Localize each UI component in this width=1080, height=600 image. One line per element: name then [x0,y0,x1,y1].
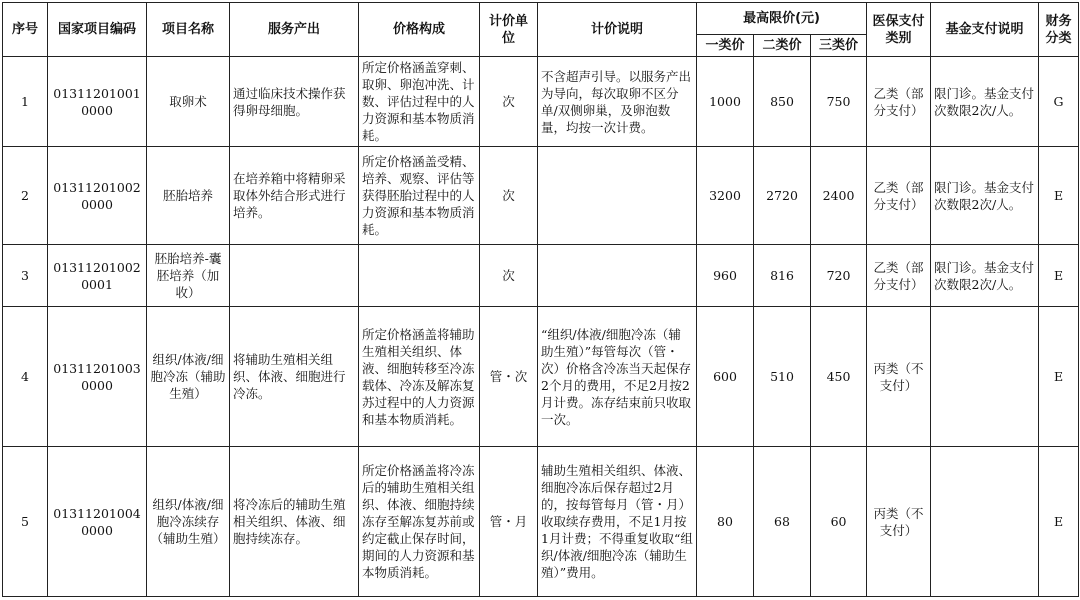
cell-unit: 次 [480,147,538,245]
cell-name: 胚胎培养 [147,147,230,245]
cell-price-tier-3: 720 [811,245,867,307]
cell-output [230,245,359,307]
cell-description: “组织/体液/细胞冷冻（辅助生殖）”每管每次（管・次）价格含冷冻当天起保存2个月的费用，不足2月按2月计费。冻存结束前只收取一次。 [538,307,697,447]
cell-seq: 2 [3,147,48,245]
header-price-tier-3: 三类价 [811,35,867,57]
cell-price-composition: 所定价格涵盖受精、培养、观察、评估等获得胚胎过程中的人力资源和基本物质消耗。 [359,147,480,245]
cell-description [538,147,697,245]
cell-description [538,245,697,307]
cell-output: 在培养箱中将精卵采取体外结合形式进行培养。 [230,147,359,245]
header-price-composition: 价格构成 [359,3,480,57]
cell-description: 不含超声引导。以服务产出为导向，每次取卵不区分单/双侧卵巢，及卵泡数量，均按一次计费。 [538,57,697,147]
cell-output: 将冷冻后的辅助生殖相关组织、体液、细胞持续冻存。 [230,447,359,597]
header-name: 项目名称 [147,3,230,57]
cell-price-tier-1: 80 [697,447,754,597]
cell-price-tier-1: 960 [697,245,754,307]
cell-price-composition: 所定价格涵盖将辅助生殖相关组织、体液、细胞转移至冷冻载体、冷冻及解冻复苏过程中的人力资源和基本物质消耗。 [359,307,480,447]
cell-seq: 5 [3,447,48,597]
cell-unit: 次 [480,245,538,307]
table-row [3,147,1079,245]
cell-code: 013112010010000 [48,57,147,147]
cell-insurance: 乙类（部分支付） [867,245,931,307]
cell-finance: E [1039,447,1079,597]
cell-insurance: 乙类（部分支付） [867,147,931,245]
cell-unit: 次 [480,57,538,147]
cell-fund: 限门诊。基金支付次数限2次/人。 [931,245,1039,307]
cell-insurance: 丙类（不支付） [867,307,931,447]
cell-name: 组织/体液/细胞冷冻（辅助生殖） [147,307,230,447]
cell-price-composition [359,245,480,307]
cell-unit: 管・次 [480,307,538,447]
header-description: 计价说明 [538,3,697,57]
cell-price-tier-3: 60 [811,447,867,597]
cell-seq: 3 [3,245,48,307]
cell-price-tier-2: 850 [754,57,811,147]
header-finance: 财务分类 [1039,3,1079,57]
cell-price-composition: 所定价格涵盖穿刺、取卵、卵泡冲洗、计数、评估过程中的人力资源和基本物质消耗。 [359,57,480,147]
cell-code: 013112010040000 [48,447,147,597]
table-row [3,245,1079,307]
cell-price-tier-1: 1000 [697,57,754,147]
cell-fund: 限门诊。基金支付次数限2次/人。 [931,147,1039,245]
header-unit: 计价单位 [480,3,538,57]
cell-seq: 4 [3,307,48,447]
table-row [3,447,1079,597]
cell-output: 通过临床技术操作获得卵母细胞。 [230,57,359,147]
header-seq: 序号 [3,3,48,57]
cell-finance: E [1039,245,1079,307]
cell-price-tier-1: 3200 [697,147,754,245]
cell-insurance: 丙类（不支付） [867,447,931,597]
cell-output: 将辅助生殖相关组织、体液、细胞进行冷冻。 [230,307,359,447]
cell-price-tier-2: 68 [754,447,811,597]
cell-price-tier-2: 816 [754,245,811,307]
cell-seq: 1 [3,57,48,147]
header-max-price: 最高限价(元) [697,3,867,35]
cell-price-tier-3: 2400 [811,147,867,245]
cell-fund: 限门诊。基金支付次数限2次/人。 [931,57,1039,147]
cell-fund [931,447,1039,597]
cell-description: 辅助生殖相关组织、体液、细胞冷冻后保存超过2月的，按每管每月（管・月）收取续存费用，不足1月按1月计费；不得重复收取“组织/体液/细胞冷冻（辅助生殖）”费用。 [538,447,697,597]
cell-unit: 管・月 [480,447,538,597]
cell-price-tier-3: 750 [811,57,867,147]
pricing-table [2,2,1079,597]
header-fund: 基金支付说明 [931,3,1039,57]
cell-price-tier-1: 600 [697,307,754,447]
cell-code: 013112010020000 [48,147,147,245]
cell-code: 013112010030000 [48,307,147,447]
cell-name: 取卵术 [147,57,230,147]
cell-finance: E [1039,147,1079,245]
cell-insurance: 乙类（部分支付） [867,57,931,147]
header-output: 服务产出 [230,3,359,57]
cell-price-tier-2: 510 [754,307,811,447]
cell-price-composition: 所定价格涵盖将冷冻后的辅助生殖相关组织、体液、细胞持续冻存至解冻复苏前或约定截止保存时间，期间的人力资源和基本物质消耗。 [359,447,480,597]
cell-code: 013112010020001 [48,245,147,307]
table-row [3,307,1079,447]
cell-fund [931,307,1039,447]
cell-finance: G [1039,57,1079,147]
header-price-tier-1: 一类价 [697,35,754,57]
cell-price-tier-2: 2720 [754,147,811,245]
cell-finance: E [1039,307,1079,447]
cell-name: 胚胎培养-囊胚培养（加收） [147,245,230,307]
cell-name: 组织/体液/细胞冷冻续存（辅助生殖） [147,447,230,597]
header-insurance: 医保支付类别 [867,3,931,57]
header-code: 国家项目编码 [48,3,147,57]
cell-price-tier-3: 450 [811,307,867,447]
header-price-tier-2: 二类价 [754,35,811,57]
table-row [3,57,1079,147]
